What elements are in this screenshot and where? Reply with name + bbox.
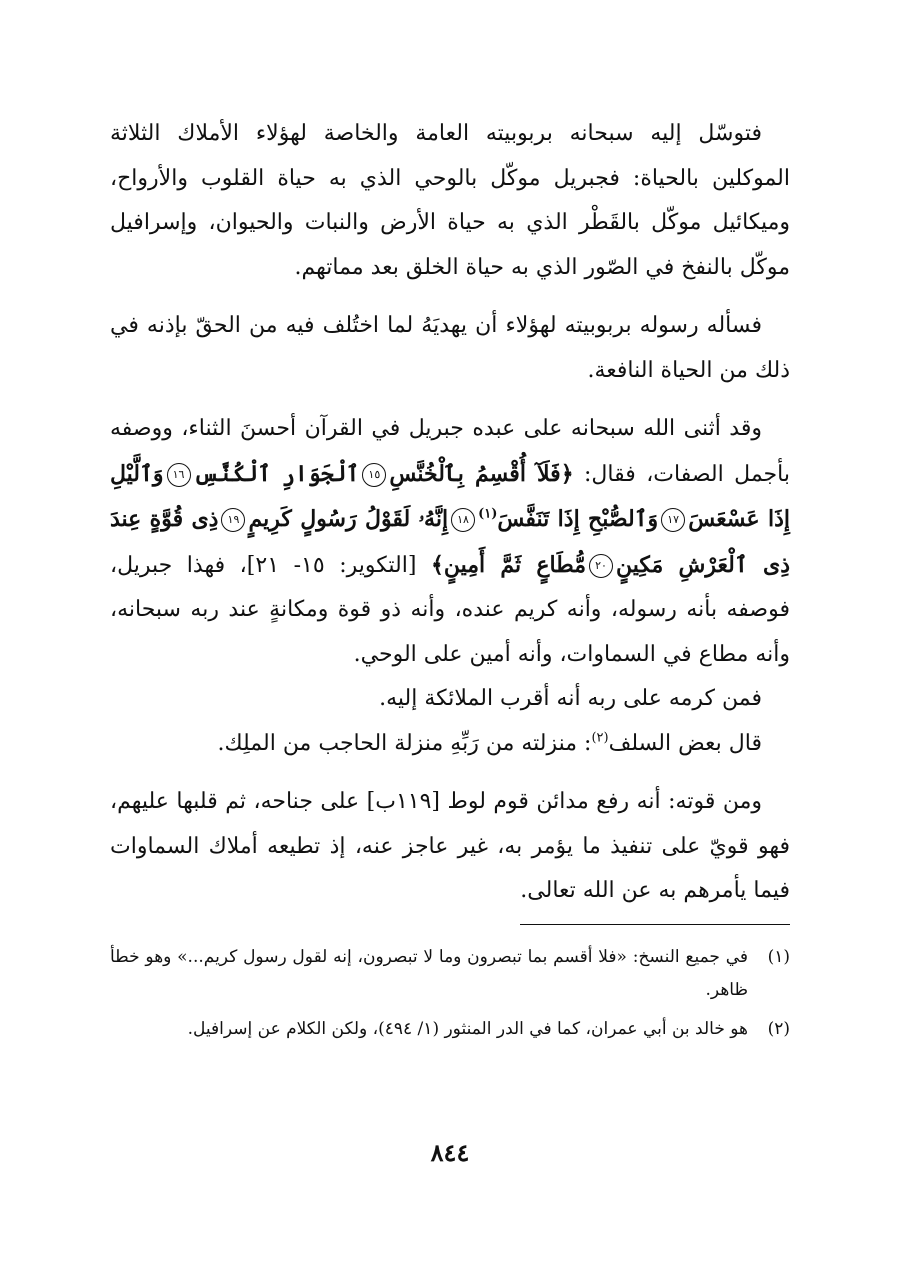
verse-16: ٱلْجَوَارِ ٱلْكُنَّسِ: [193, 460, 360, 487]
verse-20: ذِى قُوَّةٍ عِندَ ذِى ٱلْعَرْشِ مَكِينٍ: [110, 506, 790, 578]
footnote-text: هو خالد بن أبي عمران، كما في الدر المنثور (١/ ٤٩٤)، ولكن الكلام عن إسرافيل.: [187, 1018, 748, 1039]
paragraph-praise: [110, 407, 790, 677]
footnote-ref-2[interactable]: (٢): [591, 730, 609, 746]
paragraph-question: فسأله رسوله بربوبيته لهؤلاء أن يهديَهُ لما اختُلف فيه من الحقّ بإذنه في ذلك من الحياة النافعة.: [110, 313, 790, 383]
footnote-2: [110, 1013, 790, 1046]
paragraph-nearness: فمن كرمه على ربه أنه أقرب الملائكة إليه.: [379, 686, 762, 711]
verse-close-bracket: ﴾: [430, 551, 444, 578]
ayah-marker-16: ١٦: [167, 463, 191, 487]
verse-18: وَٱلصُّبْحِ إِذَا تَنَفَّسَ: [497, 506, 659, 532]
footnote-number: (١): [767, 946, 790, 967]
paragraph-strength: ومن قوته: أنه رفع مدائن قوم لوط [١١٩ب] على جناحه، ثم قلبها عليهم، فهو قويّ على تنفيذ ما يؤمر به، غير عاجز عنه، إذ تطيعه أملاك السماوات فيما يأمرهم به عن الله تعالى.: [110, 789, 790, 903]
ayah-marker-17: ١٧: [661, 508, 685, 532]
footnote-text: في جميع النسخ: «فلا أقسم بما تبصرون وما لا تبصرون، إنه لقول رسول كريم...» وهو خطأ ظاهر.: [110, 946, 748, 1000]
page-number: ٨٤٤: [430, 1138, 470, 1167]
footnotes-section: [110, 941, 790, 1046]
praise-rest: ، فهذا جبريل، فوصفه بأنه رسوله، وأنه كريم عنده، وأنه ذو قوة ومكانةٍ عند ربه سبحانه، وأنه مطاع في السماوات، وأنه أمين على الوحي.: [110, 552, 790, 667]
ayah-marker-18: ١٨: [451, 508, 475, 532]
footnote-number: (٢): [767, 1018, 790, 1039]
footnote-ref-1[interactable]: (١): [478, 506, 498, 522]
verse-19: إِنَّهُۥ لَقَوْلُ رَسُولٍ كَرِيمٍ: [248, 506, 449, 532]
footnote-divider: [520, 924, 790, 925]
footnote-1: [110, 941, 790, 1007]
verse-17: وَٱلَّيْلِ إِذَا عَسْعَسَ: [110, 460, 790, 532]
paragraph-salaf: [110, 722, 790, 767]
ayah-marker-15: ١٥: [362, 463, 386, 487]
verse-open-bracket: ﴿: [560, 460, 574, 487]
verse-15: فَلَآ أُقْسِمُ بِٱلْخُنَّسِ: [389, 460, 561, 487]
paragraph-tawassul: فتوسّل إليه سبحانه بربوبيته العامة والخاصة لهؤلاء الأملاك الثلاثة الموكلين بالحياة: فجبريل موكّل بالوحي الذي به حياة القلوب والأرواح، وميكائيل موكّل بالقَطْر الذي به حياة الأرض والنبات والحيوان، وإسرافيل موكّل بالنفخ في الصّور الذي به حياة الخلق بعد مماتهم.: [110, 121, 790, 280]
verse-21: مُّطَاعٍ ثَمَّ أَمِينٍ: [443, 551, 587, 578]
salaf-before: قال بعض السلف: [608, 730, 762, 756]
praise-intro: وقد أثنى الله سبحانه على عبده جبريل في القرآن أحسنَ الثناء، ووصفه بأجمل الصفات، فقال:: [110, 416, 790, 487]
ayah-marker-19: ١٩: [221, 508, 245, 532]
main-text: [110, 112, 790, 914]
quran-citation: [التكوير: ١٥- ٢١]: [246, 552, 431, 578]
ayah-marker-20: ٢٠: [589, 554, 613, 578]
salaf-after: : منزلته من رَبِّهِ منزلة الحاجب من الملِك.: [217, 730, 592, 756]
